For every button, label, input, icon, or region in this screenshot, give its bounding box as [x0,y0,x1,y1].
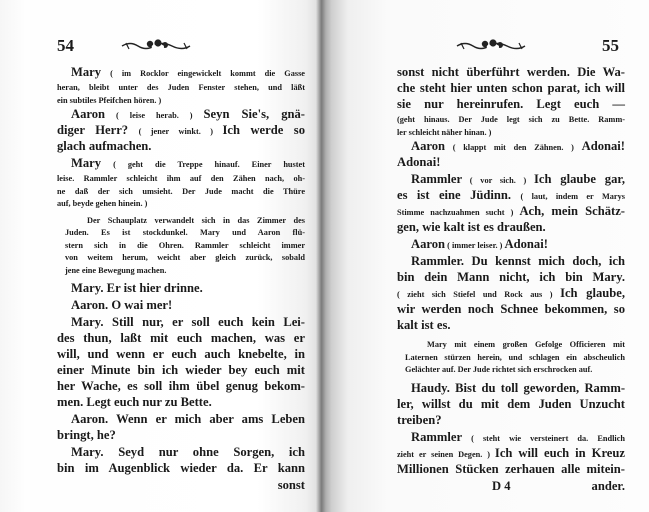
dialogue-text: Du kennst mich doch, ich [471,254,625,268]
dialogue-paragraph [397,380,625,428]
speaker-name: Aaron [71,107,106,121]
stage-direction-text: ( klappt mit den Zähnen. ) [445,143,582,152]
text-line [397,171,625,187]
speaker-name: Mary. [71,281,107,295]
text-line [397,96,625,112]
speaker-name: Haudy. [411,380,456,395]
text-line [57,346,305,362]
stage-direction-text: Juden. Es ist stockdunkel. Mary und Aaron flü- [65,228,305,237]
dialogue-text: einer Minute bin ich wieder bey euch mit [57,363,305,377]
text-line [57,378,305,394]
stage-direction-text: ein subtiles Pfeifchen hören. ) [57,95,162,105]
dialogue-text: bin im Augenblick wieder da. Er kann [57,461,305,475]
book-gutter [316,0,326,512]
stage-direction-text: ( immer leiser. ) [445,241,505,250]
dialogue-paragraph [397,253,625,333]
dialogue-paragraph [57,411,305,443]
text-line [57,427,305,443]
stage-direction-text: ( vor sich. ) [462,176,534,185]
stage-direction-text: Gelächter auf. Der Jude richtet sich erschrocken auf. [405,365,593,374]
text-line [65,263,305,276]
stage-direction-block [57,213,305,276]
dialogue-text: che steht hier unten schon parat, ich will [397,81,625,95]
speaker-name: Aaron. [71,298,112,312]
stage-direction-text: ( im Rocklor eingewickelt kommt die Gasse [101,69,305,78]
speaker-name: Mary. [71,315,112,329]
speaker-name: Mary [71,156,102,170]
stage-direction-text: Der Schauplatz verwandelt sich in das Zimmer des [87,215,305,225]
dialogue-text: Ich glaube, [560,286,626,300]
dialogue-paragraph [57,280,305,296]
stage-direction-text: ler schleicht näher hinan. ) [397,127,492,137]
stage-direction-text: auf, beyde gehen hinein. ) [57,199,148,208]
dialogue-text: kalt ist es. [397,318,451,332]
text-line [57,171,305,184]
stage-direction-text: ( zieht sich Stiefel und Rock aus ) [397,290,561,299]
dialogue-paragraph [57,64,305,105]
dialogue-paragraph [397,429,625,477]
text-line [65,225,305,238]
text-line [397,112,625,125]
stage-direction-text: heran, bleibt unter des Juden Fenster stehen, und läßt [57,83,305,92]
dialogue-text: Ich werde so [222,123,305,137]
speaker-name: Rammler. [411,254,472,268]
dialogue-paragraph [57,314,305,410]
text-line [57,138,305,154]
stage-direction-text: ( leise herab. ) [105,111,204,120]
text-line [57,394,305,410]
dialogue-text: Adonai! [397,155,441,169]
text-line [397,380,625,396]
catchword: ander. [591,478,625,493]
text-line [397,236,625,252]
dialogue-text: Seyd nur ohne Sorgen, ich [118,445,306,459]
text-line [57,184,305,197]
stage-direction-text: ne daß der sich umsieht. Der Jude macht die Thüre [57,186,305,196]
dialogue-text: O wai mer! [111,298,173,312]
speaker-name: Rammler [411,172,463,186]
stage-direction-text: Laternen stürzen herein, und schlagen ein abscheulich [405,352,625,362]
text-line [397,219,625,235]
page-number: 54 [57,36,74,55]
dialogue-paragraph [397,236,625,252]
stage-direction-text: jene eine Bewegung machen. [65,265,167,275]
right-text-column [397,64,625,494]
stage-direction-text: Mary mit einem großen Gefolge Officieren mit [427,340,625,349]
text-line [397,396,625,412]
dialogue-text: Adonai! [504,237,548,251]
dialogue-paragraph [397,138,625,170]
speaker-name: Mary. [71,445,119,459]
text-line [57,106,305,122]
dialogue-paragraph [57,297,305,313]
dialogue-paragraph [57,444,305,476]
ornament-vine-icon [120,37,192,53]
dialogue-text: Still nur, er soll euch kein Lei- [111,315,305,329]
dialogue-text: diger Herr? [57,123,139,137]
stage-direction-text: leise. Rammler schleicht ihm auf den Zähen nach, oh- [57,174,305,183]
dialogue-text: ler, willst du mit dem Juden Unzucht [397,396,625,411]
dialogue-text: Bist du toll geworden, Ramm- [455,380,626,395]
dialogue-text: men. Legt euch nur zu Bette. [57,395,212,409]
dialogue-text: will, und wenn er euch auch knebelte, in [57,347,305,361]
dialogue-text: glach aufmachen. [57,139,152,153]
dialogue-paragraph [397,171,625,235]
text-line [397,80,625,96]
dialogue-text: sie nur hereinrufen. Legt euch — [397,97,625,111]
text-line [57,330,305,346]
text-line [57,122,305,138]
text-line [397,301,625,317]
left-text-column [57,64,305,493]
stage-direction-text: stern sich in die Ohren. Rammler schleicht immer [65,240,305,250]
text-line [397,317,625,333]
stage-direction-text: ( geht die Treppe hinauf. Einer hustet [101,160,305,169]
text-line [397,64,625,80]
dialogue-text: Seyn Sie's, gnä- [203,107,305,121]
text-line [405,350,625,363]
text-line [65,250,305,263]
dialogue-text: gen, wie kalt ist es draußen. [397,220,546,234]
stage-direction-text: von weitem herum, weicht aber gleich zurück, sobald [65,253,305,262]
text-line [397,154,625,170]
dialogue-text: Ich will euch in Kreuz [494,445,625,460]
dialogue-text: Adonai! [581,139,625,153]
text-line [65,238,305,251]
dialogue-text: sonst nicht überführt werden. Die Wa- [397,65,625,79]
text-line [397,253,625,269]
stage-direction-text: ( jener winkt. ) [138,127,223,136]
text-line [397,138,625,154]
dialogue-text: Er ist hier drinne. [106,281,203,295]
text-line [57,411,305,427]
dialogue-paragraph [57,106,305,154]
dialogue-text: wir werden noch Schnee bekommen, so [397,302,625,316]
page-footer [57,477,305,493]
text-line [397,269,625,285]
text-line [57,280,305,296]
signature-mark: D 4 [492,478,511,493]
text-line [397,285,625,301]
text-line [397,187,625,203]
text-line [57,444,305,460]
text-line [57,362,305,378]
text-line [57,297,305,313]
dialogue-paragraph [57,155,305,209]
dialogue-text: Millionen Stücken zerhauen alle mitein- [397,461,625,476]
page-number: 55 [602,36,619,55]
text-line [57,314,305,330]
text-line [397,203,625,219]
speaker-name: Aaron [411,237,446,251]
stage-direction-text: zieht er seinen Degen. ) [397,449,495,459]
speaker-name: Rammler [411,429,463,444]
speaker-name: Aaron [411,139,446,153]
dialogue-text: bringt, he? [57,428,116,442]
catchword: sonst [277,478,305,492]
text-line [57,64,305,80]
page-footer [397,478,625,494]
text-line [57,460,305,476]
stage-direction-text: ( laut, indem er Marys [520,192,625,201]
ornament-vine-icon [455,37,527,53]
speaker-name: Mary [71,65,102,79]
text-line [397,445,625,461]
text-line [397,461,625,477]
speaker-name: Aaron. [71,412,117,426]
dialogue-text: her Wache, es soll ihm übel genug bekom- [57,379,305,393]
dialogue-text: des thun, laßt mit euch machen, was er [57,331,305,345]
text-line [405,337,625,350]
right-page [322,0,649,512]
stage-direction-text: ( steht wie versteinert da. Endlich [462,433,625,443]
dialogue-text: Wenn er mich aber ams Leben [116,412,306,426]
stage-direction-text: (geht hinaus. Der Jude legt sich zu Bette. Ramm- [397,115,625,124]
text-line [397,412,625,428]
dialogue-text: Ach, mein Schätz- [519,204,626,218]
left-page [0,0,322,512]
text-line [397,125,625,138]
dialogue-text: Ich glaube gar, [534,172,625,186]
text-line [397,429,625,445]
stage-direction-text: Stimme nachzuahmen sucht ) [397,208,520,217]
dialogue-text: treiben? [397,412,442,427]
dialogue-text: bin dein Mann nicht, ich bin Mary. [397,270,625,284]
text-line [57,196,305,209]
dialogue-paragraph [397,64,625,137]
text-line [57,155,305,171]
stage-direction-block [397,337,625,375]
dialogue-text: es ist eine Jüdinn. [397,188,521,202]
text-line [57,80,305,93]
text-line [65,213,305,226]
text-line [405,362,625,375]
text-line [57,93,305,106]
